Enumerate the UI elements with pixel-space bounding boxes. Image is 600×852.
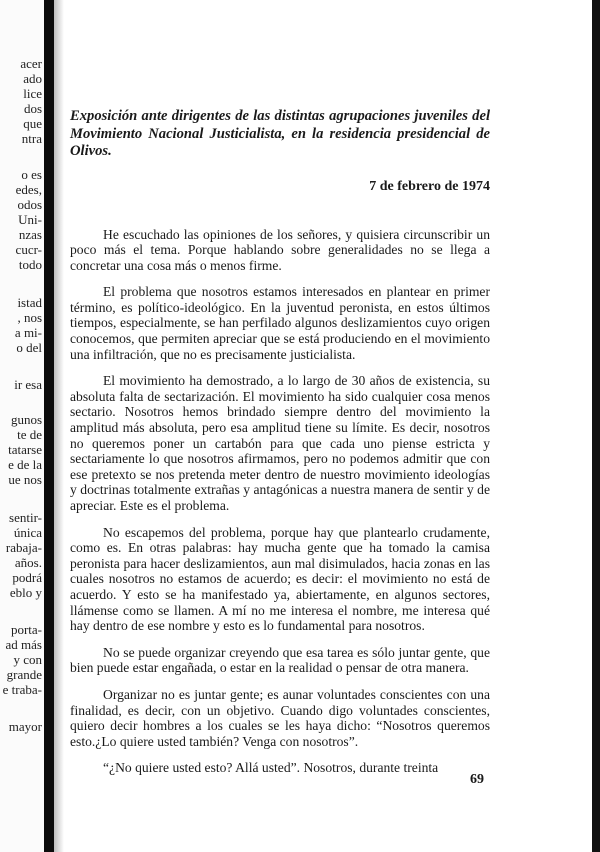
page-number: 69 <box>470 772 484 787</box>
left-page-line: odos <box>17 197 42 212</box>
left-page-line: ntra <box>21 131 42 146</box>
paragraph: No escapemos del problema, porque hay que plantearlo crudamente, como es. En otras palabras: hay mucha gente que ha tomado la camisa peronista para hacer deslizamientos, aun mal disimulados, hacia zonas en las cuales nosotros no estamos de acuerdo; es decir: el movimiento no está de acuerdo. Y esto se ha manifestado ya, abiertamente, en algunos sectores, llámense como se llamen. A mí no me interesa el nombre, me interesa qué hay dentro de ese nombre y esto es lo fundamental para nosotros. <box>70 524 490 634</box>
left-page-line: Uni- <box>18 212 42 227</box>
left-page-line: grande <box>6 667 42 682</box>
left-page-line: rabaja- <box>5 540 42 555</box>
left-page-line: a mi- <box>14 325 42 340</box>
gutter-shadow <box>54 0 64 852</box>
left-page-line: ad más <box>5 637 42 652</box>
left-page-line: ir esa <box>14 377 42 392</box>
left-page-line: lice <box>23 86 42 101</box>
paragraph: El movimiento ha demostrado, a lo largo de 30 años de existencia, su absoluta falta de sectarización. El movimiento ha sido cualquier cosa menos sectario. Nosotros hemos brindado siempre dentro del movimiento la amplitud más absoluta, pero esa amplitud tiene su límite. Es decir, nosotros no queremos poner un cartabón para que cada uno piense estricta y sectariamente lo que nosotros afirmamos, pero no podemos admitir que con ese pretexto se nos pretenda meter dentro de nuestro movimiento ideologías y doctrinas totalmente extrañas y antagónicas a nuestra manera de sentir y de apreciar. Este es el problema. <box>70 373 490 513</box>
left-page-line: ado <box>23 71 42 86</box>
left-page-line: nzas <box>18 227 42 242</box>
left-page-line: porta- <box>10 622 42 637</box>
left-page-line: , nos <box>17 310 42 325</box>
left-page-line: podrá <box>12 570 42 585</box>
left-page-line: eblo y <box>9 585 42 600</box>
page-content <box>70 108 490 776</box>
left-page-line: e de la <box>8 457 42 472</box>
paragraph: Organizar no es juntar gente; es aunar voluntades conscientes con una finalidad, es decir, con un objetivo. Cuando digo voluntades conscientes, quiero decir hombres a los cuales se les haya dicho: “Nosotros queremos esto.¿Lo quiere usted también? Venga con nosotros”. <box>70 686 490 749</box>
paragraph: El problema que nosotros estamos interesados en plantear en primer término, es político-ideológico. En la juventud peronista, en estos últimos tiempos, especialmente, se han perfilado algunos deslizamientos cuyo origen conocemos, que permiten apreciar que se está produciendo en el movimiento una infiltración, que no es precisamente justicialista. <box>70 284 490 362</box>
left-page-line: edes, <box>15 182 42 197</box>
left-page-line: te de <box>17 427 42 442</box>
left-page-line: sentir- <box>9 510 42 525</box>
left-page-line: años. <box>14 555 42 570</box>
left-page-line: ue nos <box>8 472 42 487</box>
left-page-line: gunos <box>10 412 42 427</box>
left-page-line: istad <box>17 295 42 310</box>
left-page-line: e traba- <box>2 682 42 697</box>
left-page-line: dos <box>23 101 42 116</box>
left-page-line: o del <box>16 340 42 355</box>
left-page-line: todo <box>18 257 42 272</box>
left-page-line: cucr- <box>15 242 42 257</box>
left-page-line: o es <box>21 167 42 182</box>
left-page-fragment <box>0 0 44 852</box>
left-page-line: única <box>13 525 42 540</box>
left-page-line: y con <box>13 652 42 667</box>
paragraph: No se puede organizar creyendo que esa tarea es sólo juntar gente, que bien puede estar engañada, o estar en la realidad o pensar de otra manera. <box>70 644 490 676</box>
left-page-line: mayor <box>8 719 42 734</box>
book-gutter <box>44 0 54 852</box>
page-edge <box>592 0 600 852</box>
speech-heading: Exposición ante dirigentes de las distintas agrupaciones juveniles del Movimiento Nacional Justicialista, en la residencia presidencial de Olivos. <box>70 108 490 159</box>
left-page-line: acer <box>20 56 42 71</box>
left-page-line: tatarse <box>8 442 42 457</box>
paragraph: He escuchado las opiniones de los señores, y quisiera circunscribir un poco más el tema. Porque hablando sobre generalidades no se llega a concretar una cosa más o menos firme. <box>70 226 490 273</box>
body-text <box>70 227 490 776</box>
paragraph: “¿No quiere usted esto? Allá usted”. Nosotros, durante treinta <box>103 760 439 776</box>
speech-date: 7 de febrero de 1974 <box>369 178 490 194</box>
left-page-line: que <box>23 116 42 131</box>
